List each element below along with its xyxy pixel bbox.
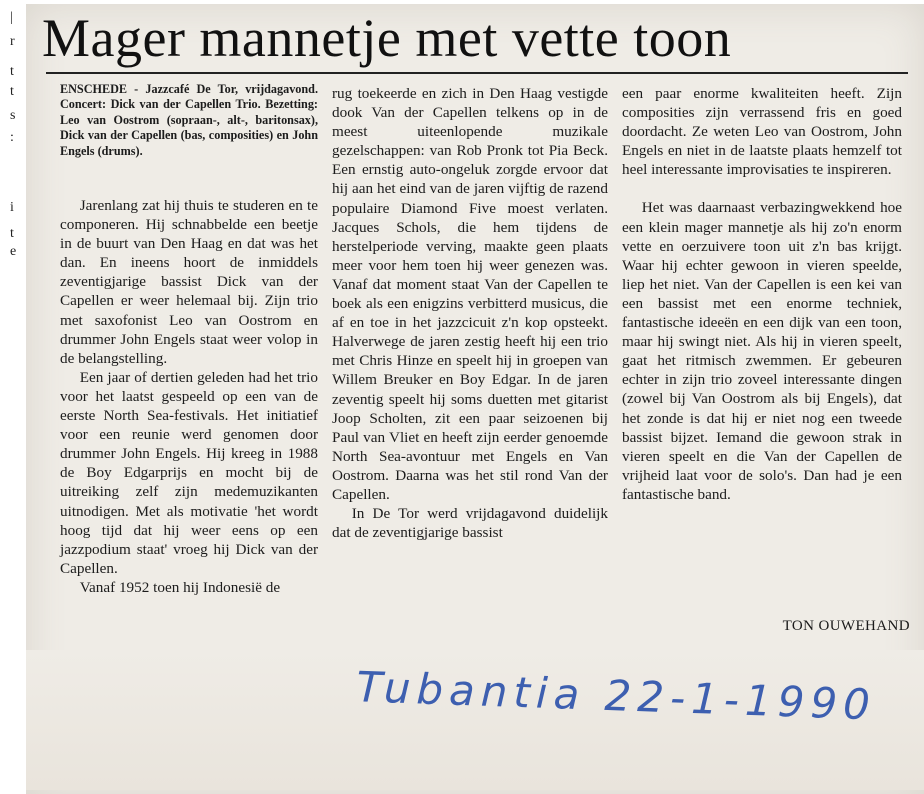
paragraph: rug toekeerde en zich in Den Haag vestigde dook Van der Capellen telkens op in de meest uiteenlopende muzikale gezelschappen: van Rob Pronk tot Pia Beck. Een ernstig auto-ongeluk zorgde ervoor dat hij aan het eind van de jaren vijftig de razend populaire Diamond Five moest verlaten. Jacques Schols, die hem tijdens de herstelperiode verving, maakte geen plaats meer voor hem toen hij weer genezen was. Vanaf dat moment staat Van der Capellen te boek als een enigzins verbitterd musicus, die af en toe in het jazzcicuit z'n kop opsteekt. Halverwege de jaren zestig heeft hij een trio met Chris Hinze en speelt hij in groepen van Willem Breuker en Boy Edgar. In de jaren zeventig speelt hij soms duetten met gitarist Joop Scholten, zit een paar seizoenen bij Paul van Vliet en heeft zijn eerder genoemde North Sea-avontuur met Engels en Van Oostrom. Daarna was het stil rond Van der Capellen. bbox=[332, 85, 608, 503]
paragraph: Vanaf 1952 toen hij Indonesië de bbox=[79, 578, 281, 596]
margin-fragment: t bbox=[10, 226, 14, 241]
margin-fragment: r bbox=[10, 34, 15, 49]
paragraph: Jarenlang zat hij thuis te studeren en te componeren. Hij schnabbelde een beetje in de buurt van Den Haag en dat was het dan. En ineens hoort de inmiddels zeventigjarige bassist Dick van der Capellen er weer helemaal bij. Zijn trio met saxofonist Leo van Oostrom en drummer John Engels staat weer volop in de belangstelling. bbox=[60, 197, 318, 367]
article-headline: Mager mannetje met vette toon bbox=[42, 8, 732, 68]
margin-fragment: t bbox=[10, 64, 14, 79]
margin-fragment: : bbox=[10, 130, 14, 145]
article-lead: ENSCHEDE - Jazzcafé De Tor, vrijdagavond. Concert: Dick van der Capellen Trio. Bezetting: Leo van Oostrom (sopraan-, alt-, baritonsax), Dick van der Capellen (bas, composities) en John Engels (drums). bbox=[60, 82, 318, 158]
headline-rule bbox=[46, 72, 908, 74]
paragraph: een paar enorme kwaliteiten heeft. Zijn composities zijn verrassend fris en goed doordacht. Ze weten Leo van Oostrom, John Engels en niet in de laatste plaats hemzelf tot heel interessante improvisaties te inspireren. bbox=[622, 85, 902, 179]
margin-fragment: e bbox=[10, 244, 17, 259]
margin-fragment: s bbox=[10, 108, 16, 123]
margin-fragment: i bbox=[10, 200, 14, 215]
paragraph: In De Tor werd vrijdagavond duidelijk dat de zeventigjarige bassist bbox=[332, 505, 608, 542]
paragraph-gap bbox=[622, 179, 902, 198]
paragraph: Het was daarnaast verbazingwekkend hoe een klein mager mannetje als hij zo'n enorm vette en oerzuivere toon uit z'n bas krijgt. Waar hij echter gewoon in vieren speelde, liep het niet. Van der Capellen is een kei van een bassist met een enorme techniek, fantastische ideeën en een dijk van een toon, maar hij swingt niet. Als hij in vieren speelt, gaat het ritmisch zwemmen. Er gebeuren echter in zijn trio zoveel interessante dingen (zowel bij Van Oostrom als bij Engels), dat het zonde is dat hij er niet nog een tweede bassist bijzet. Iemand die gewoon strak in vieren speelt en die Van der Capellen de vrijheid laat voor de solo's. Dan had je een fantastische band. bbox=[622, 199, 902, 503]
article-column-2 bbox=[332, 84, 608, 542]
handwritten-source-note: Tubantia 22-1-1990 bbox=[355, 662, 877, 730]
author-byline: TON OUWEHAND bbox=[782, 618, 910, 634]
article-column-1 bbox=[60, 196, 318, 597]
paragraph: Een jaar of dertien geleden had het trio voor het laatst gespeeld op een van de eerste North Sea-festivals. Het initiatief voor een reunie werd genomen door drummer John Engels. Hij kreeg in 1988 de Boy Edgarprijs en mocht bij de uitreiking zelf zijn medemuzikanten uitnodigen. Met als motivatie 'het wordt hoog tijd dat hij weer eens op een jazzpodium staat' vroeg hij Dick van der Capellen. bbox=[60, 368, 318, 577]
margin-fragment: | bbox=[10, 10, 13, 25]
previous-clipping-edge bbox=[0, 0, 26, 260]
article-column-3 bbox=[622, 84, 902, 504]
margin-fragment: t bbox=[10, 84, 14, 99]
